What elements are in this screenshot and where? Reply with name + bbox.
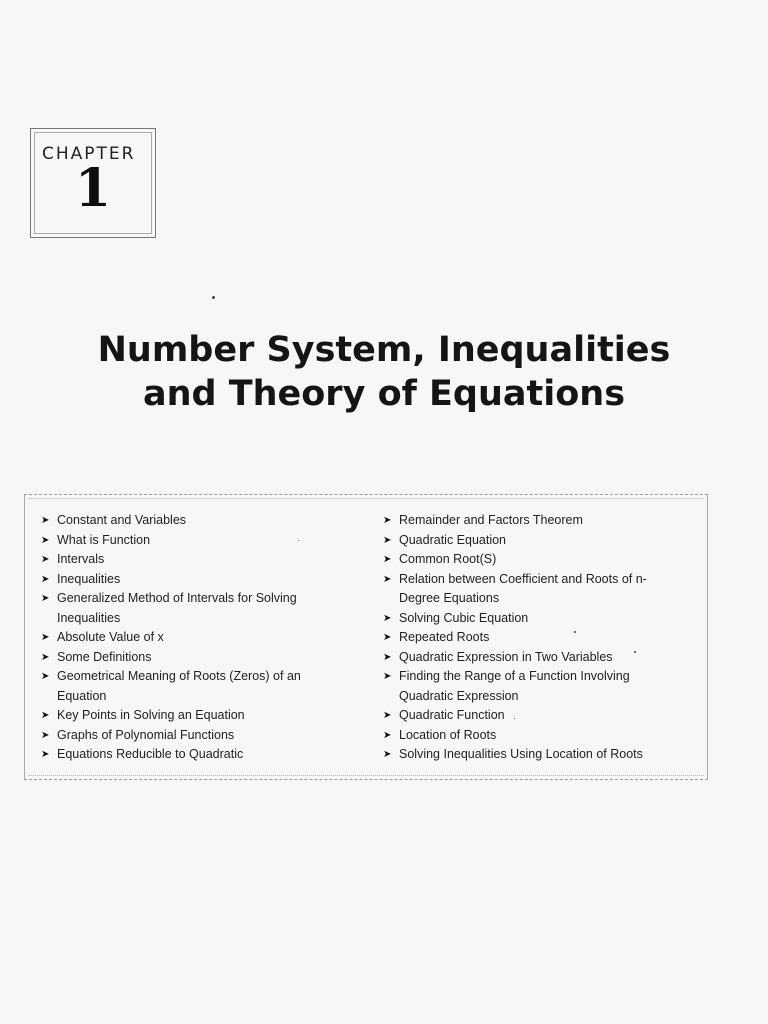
topic-item: [39, 667, 339, 706]
topic-item: [381, 511, 681, 531]
arrowhead-bullet-icon: ➤: [41, 671, 50, 682]
topic-label: Relation between Coefficient and Roots of n-Degree Equations: [399, 571, 647, 605]
topic-label: Quadratic Equation: [399, 532, 507, 547]
arrowhead-bullet-icon: ➤: [383, 749, 392, 760]
topic-item: [381, 745, 681, 765]
arrowhead-bullet-icon: ➤: [383, 651, 392, 663]
topic-item: [39, 531, 339, 551]
arrowhead-bullet-icon: ➤: [41, 515, 50, 526]
arrowhead-bullet-icon: ➤: [383, 710, 392, 721]
topic-label: Quadratic Function: [399, 708, 505, 722]
topic-label: Intervals: [57, 552, 105, 566]
arrowhead-bullet-icon: ➤: [383, 671, 392, 682]
topic-label: Common Root(S): [399, 552, 497, 566]
topic-label: Equations Reducible to Quadratic: [57, 747, 244, 761]
topic-label: Absolute Value of x: [57, 630, 164, 644]
arrowhead-bullet-icon: ➤: [383, 534, 392, 546]
arrowhead-bullet-icon: ➤: [383, 573, 392, 585]
arrowhead-bullet-icon: ➤: [383, 729, 392, 741]
arrowhead-bullet-icon: ➤: [41, 554, 50, 565]
chapter-label: CHAPTER: [42, 144, 136, 164]
chapter-number: 1: [74, 158, 112, 219]
topic-item: [381, 726, 681, 746]
topic-item: [39, 745, 339, 765]
topic-label: Graphs of Polynomial Functions: [57, 727, 235, 742]
arrowhead-bullet-icon: ➤: [41, 632, 50, 643]
topic-label: Location of Roots: [399, 727, 497, 742]
topics-left-column: [39, 511, 339, 765]
chapter-title: [40, 328, 728, 416]
topic-item: [39, 648, 339, 668]
topic-item: [39, 726, 339, 746]
topic-label: Some Definitions: [57, 649, 152, 664]
topic-item: [39, 550, 339, 570]
topic-item: [39, 589, 339, 628]
topic-item: [39, 570, 339, 590]
topic-item: [39, 706, 339, 726]
chapter-title-line-2: and Theory of Equations: [142, 374, 626, 414]
topic-label: Inequalities: [57, 571, 121, 586]
topic-label: Constant and Variables: [57, 513, 187, 527]
arrowhead-bullet-icon: ➤: [383, 632, 392, 643]
topic-item: [39, 511, 339, 531]
chapter-box: [30, 128, 156, 238]
topic-item: [381, 550, 681, 570]
arrowhead-bullet-icon: ➤: [41, 749, 50, 760]
arrowhead-bullet-icon: ➤: [41, 710, 50, 721]
topic-label: Generalized Method of Intervals for Solving Inequalities: [57, 591, 297, 625]
topic-item: [381, 628, 681, 648]
topics-right-column: [381, 511, 681, 765]
arrowhead-bullet-icon: ➤: [41, 651, 50, 663]
topic-label: Quadratic Expression in Two Variables: [399, 649, 613, 664]
topic-label: Finding the Range of a Function Involving Quadratic Expression: [399, 669, 630, 703]
arrowhead-bullet-icon: ➤: [41, 729, 50, 741]
topic-item: [39, 628, 339, 648]
topic-item: [381, 531, 681, 551]
topic-item: [381, 609, 681, 629]
topics-box: [24, 494, 708, 780]
arrowhead-bullet-icon: ➤: [383, 554, 392, 565]
arrowhead-bullet-icon: ➤: [383, 515, 392, 526]
arrowhead-bullet-icon: ➤: [41, 534, 50, 546]
topic-item: [381, 667, 681, 706]
topic-label: Key Points in Solving an Equation: [57, 708, 245, 722]
topic-label: Geometrical Meaning of Roots (Zeros) of an Equation: [57, 669, 301, 703]
topic-item: [381, 706, 681, 726]
topic-label: Remainder and Factors Theorem: [399, 513, 583, 527]
arrowhead-bullet-icon: ➤: [41, 573, 50, 585]
topic-label: Solving Inequalities Using Location of Roots: [399, 747, 643, 761]
arrowhead-bullet-icon: ➤: [383, 612, 392, 624]
topic-label: Solving Cubic Equation: [399, 610, 529, 625]
topic-item: [381, 570, 681, 609]
chapter-title-line-1: Number System, Inequalities: [97, 330, 671, 370]
topic-label: Repeated Roots: [399, 630, 490, 644]
arrowhead-bullet-icon: ➤: [41, 593, 50, 604]
topic-label: What is Function: [57, 532, 151, 547]
topic-item: [381, 648, 681, 668]
